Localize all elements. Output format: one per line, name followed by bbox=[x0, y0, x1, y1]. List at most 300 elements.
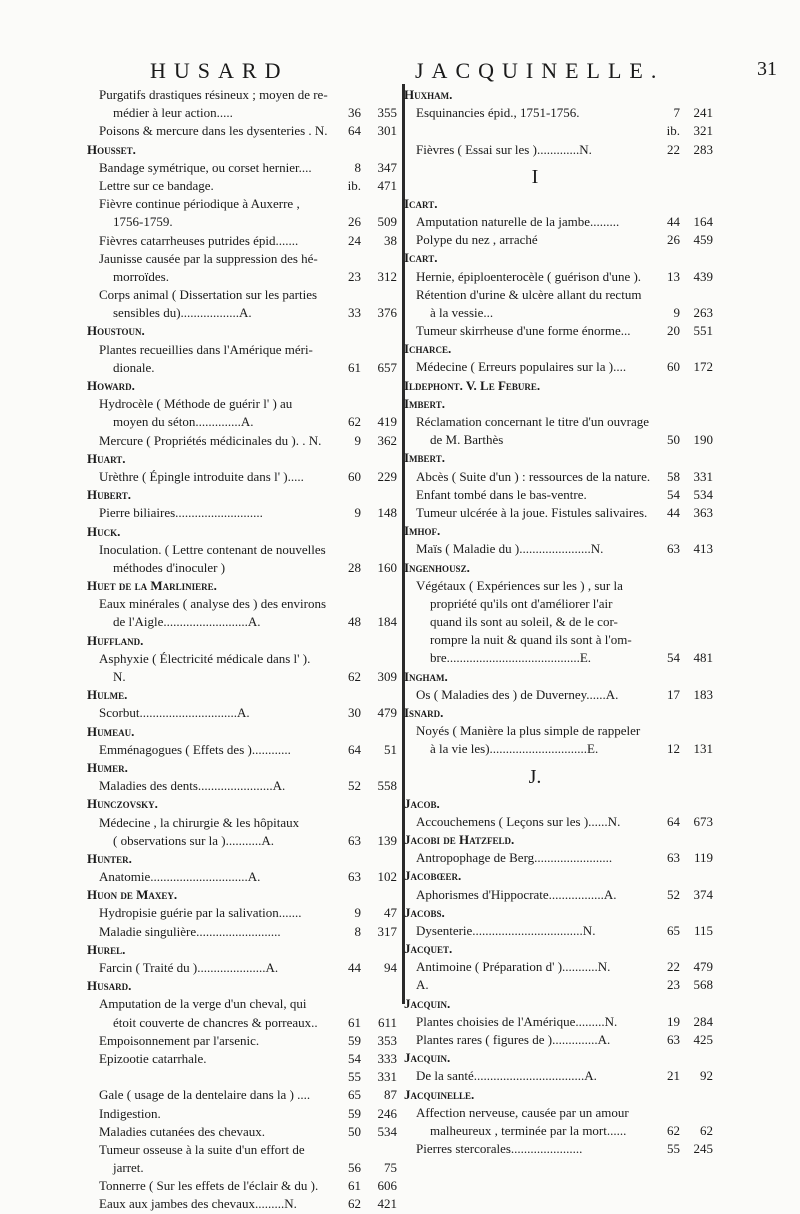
entry-text: Réclamation concernant le titre d'un ouvrage bbox=[416, 414, 649, 429]
entry-text: Housset. bbox=[87, 141, 136, 157]
index-heading bbox=[87, 486, 402, 504]
page-ref-number: 241 bbox=[693, 105, 713, 121]
entry-text: Huon de Maxey. bbox=[87, 887, 178, 903]
volume-number: 63 bbox=[667, 541, 680, 557]
page-ref-number: 190 bbox=[693, 432, 713, 448]
index-heading bbox=[87, 795, 402, 813]
index-entry bbox=[87, 395, 402, 413]
volume-number: 9 bbox=[354, 905, 361, 921]
index-entry bbox=[87, 122, 402, 140]
volume-number: 56 bbox=[348, 1160, 361, 1176]
index-entry bbox=[404, 595, 707, 613]
entry-text: Bandage symétrique, ou corset hernier.... bbox=[99, 159, 312, 175]
index-entry bbox=[87, 832, 402, 850]
entry-text: moyen du séton..............A. bbox=[113, 414, 254, 430]
index-entry bbox=[404, 540, 713, 558]
index-heading bbox=[87, 977, 402, 995]
index-heading bbox=[404, 195, 707, 213]
page-ref-number: 246 bbox=[377, 1105, 397, 1121]
page-ref-number: 558 bbox=[377, 778, 397, 794]
page-ref-number: 92 bbox=[700, 1068, 713, 1084]
entry-text: Isnard. bbox=[404, 705, 444, 720]
index-entry bbox=[87, 177, 402, 195]
page-ref-number: 75 bbox=[384, 1160, 397, 1176]
page-ref-number: 115 bbox=[693, 922, 713, 938]
index-heading bbox=[404, 559, 707, 577]
entry-text: Epizootie catarrhale. bbox=[99, 1050, 207, 1066]
entry-text: Humeau. bbox=[87, 723, 135, 739]
index-entry bbox=[87, 304, 402, 322]
index-entry bbox=[404, 958, 713, 976]
index-entry bbox=[404, 886, 713, 904]
index-heading bbox=[87, 759, 402, 777]
volume-number: ib. bbox=[666, 123, 680, 139]
page-ref-number: 439 bbox=[693, 268, 713, 284]
index-entry bbox=[404, 1104, 707, 1122]
volume-number: 9 bbox=[673, 304, 680, 320]
entry-text: Jacquin. bbox=[404, 995, 451, 1011]
page-ref-number: 301 bbox=[377, 123, 397, 139]
entry-text: Os ( Maladies des ) de Duverney......A. bbox=[416, 686, 619, 702]
page-ref-number: 481 bbox=[693, 650, 713, 666]
volume-number: 21 bbox=[667, 1068, 680, 1084]
entry-text: à la vessie... bbox=[430, 304, 494, 320]
page-ref-number: 47 bbox=[384, 905, 397, 921]
page-ref-number: 119 bbox=[693, 850, 713, 866]
volume-number: 63 bbox=[348, 832, 361, 848]
entry-text: Eaux minérales ( analyse des ) des environs bbox=[99, 596, 327, 612]
volume-number: 54 bbox=[667, 650, 680, 666]
entry-text: Amputation de la verge d'un cheval, qui bbox=[99, 996, 307, 1012]
entry-text: méthodes d'inoculer ) bbox=[113, 559, 226, 575]
entry-text: Enfant tombé dans le bas-ventre. bbox=[416, 486, 587, 502]
index-entry bbox=[87, 268, 402, 286]
entry-text: Hernie, épiploenterocèle ( guérison d'une ). bbox=[416, 268, 642, 284]
volume-number: 17 bbox=[667, 686, 680, 702]
entry-text: A. bbox=[416, 977, 429, 993]
index-entry bbox=[404, 122, 713, 140]
index-entry bbox=[87, 959, 402, 977]
volume-number: 24 bbox=[348, 232, 361, 248]
index-entry bbox=[87, 504, 402, 522]
page-ref-number: 534 bbox=[693, 486, 713, 502]
index-heading bbox=[404, 249, 707, 267]
entry-text: Poisons & mercure dans les dysenteries . N. bbox=[99, 123, 328, 139]
entry-text: de l'Aigle..........................A. bbox=[113, 614, 261, 630]
entry-text: De la santé..................................A. bbox=[416, 1068, 597, 1084]
page-ref-number: 479 bbox=[693, 959, 713, 975]
entry-text: Jacobœer. bbox=[404, 868, 462, 884]
entry-text: Howard. bbox=[87, 378, 135, 393]
entry-text: malheureux , terminée par la mort...... bbox=[430, 1122, 627, 1138]
entry-text: Imhof. bbox=[404, 523, 441, 539]
volume-number: 48 bbox=[348, 614, 361, 630]
entry-text: propriété qu'ils ont d'améliorer l'air bbox=[430, 595, 613, 611]
index-heading bbox=[404, 522, 707, 540]
entry-text: Aphorismes d'Hippocrate.................A. bbox=[416, 886, 617, 902]
index-entry bbox=[404, 1140, 713, 1158]
entry-text: Rétention d'urine & ulcère allant du rectum bbox=[416, 286, 642, 302]
page-ref-number: 312 bbox=[377, 268, 397, 284]
page-ref-number: 376 bbox=[377, 305, 397, 321]
index-entry bbox=[87, 432, 402, 450]
entry-text: Jacobs. bbox=[404, 904, 445, 920]
entry-text: Indigestion. bbox=[99, 1105, 161, 1121]
index-entry bbox=[404, 631, 707, 649]
page-ref-number: 160 bbox=[377, 559, 397, 575]
entry-text: Eaux aux jambes des chevaux.........N. bbox=[99, 1196, 297, 1212]
index-heading bbox=[404, 377, 707, 395]
entry-text: Antropophage de Berg........................ bbox=[416, 850, 613, 866]
entry-text: Huet de la Marliniere. bbox=[87, 578, 217, 594]
right-column bbox=[404, 86, 713, 1158]
entry-text: dionale. bbox=[113, 359, 155, 375]
volume-number: 52 bbox=[348, 778, 361, 794]
volume-number: 8 bbox=[354, 159, 361, 175]
index-entry bbox=[87, 541, 402, 559]
index-entry bbox=[404, 577, 707, 595]
index-heading bbox=[87, 686, 402, 704]
index-heading bbox=[404, 995, 707, 1013]
page-ref-number: 419 bbox=[377, 414, 397, 430]
entry-text: Huck. bbox=[87, 523, 121, 539]
page-ref-number: 568 bbox=[693, 977, 713, 993]
page-ref-number: 284 bbox=[693, 1013, 713, 1029]
entry-text: médier à leur action..... bbox=[113, 105, 233, 121]
index-heading bbox=[404, 867, 707, 885]
volume-number: 59 bbox=[348, 1105, 361, 1121]
index-heading bbox=[87, 723, 402, 741]
entry-text: ( observations sur la )...........A. bbox=[113, 832, 275, 848]
page-ref-number: 606 bbox=[377, 1178, 397, 1194]
index-heading bbox=[87, 450, 402, 468]
page-ref-number: 363 bbox=[693, 504, 713, 520]
entry-text: Hulme. bbox=[87, 687, 128, 703]
volume-number: 62 bbox=[667, 1122, 680, 1138]
volume-number: 28 bbox=[348, 559, 361, 575]
entry-text: Huart. bbox=[87, 450, 126, 466]
index-entry bbox=[404, 922, 713, 940]
index-entry bbox=[87, 1105, 402, 1123]
entry-text: Inoculation. ( Lettre contenant de nouvelles bbox=[99, 541, 326, 557]
entry-text: de M. Barthès bbox=[430, 432, 504, 448]
entry-text: Lettre sur ce bandage. bbox=[99, 177, 214, 193]
entry-text: Asphyxie ( Électricité médicale dans l' ). bbox=[99, 650, 311, 666]
index-entry bbox=[404, 1122, 713, 1140]
index-heading bbox=[404, 668, 707, 686]
page-ref-number: 317 bbox=[377, 923, 397, 939]
page-ref-number: 139 bbox=[377, 832, 397, 848]
entry-text: Médecine ( Erreurs populaires sur la ).... bbox=[416, 359, 627, 375]
entry-text: Médecine , la chirurgie & les hôpitaux bbox=[99, 814, 300, 830]
entry-text: Fièvre continue périodique à Auxerre , bbox=[99, 196, 300, 212]
volume-number: 26 bbox=[348, 214, 361, 230]
index-heading bbox=[404, 1049, 707, 1067]
volume-number: 22 bbox=[667, 959, 680, 975]
index-heading bbox=[404, 1086, 707, 1104]
volume-number: 8 bbox=[354, 923, 361, 939]
volume-number: 13 bbox=[667, 268, 680, 284]
index-entry bbox=[87, 995, 402, 1013]
page-ref-number: 172 bbox=[693, 359, 713, 375]
index-heading bbox=[87, 322, 402, 340]
entry-text: Corps animal ( Dissertation sur les parties bbox=[99, 287, 318, 303]
volume-number: 61 bbox=[348, 1178, 361, 1194]
volume-number: 65 bbox=[348, 1087, 361, 1103]
entry-text: Tumeur osseuse à la suite d'un effort de bbox=[99, 1141, 305, 1157]
entry-text: morroïdes. bbox=[113, 268, 169, 284]
volume-number: 59 bbox=[348, 1032, 361, 1048]
index-entry bbox=[87, 213, 402, 231]
volume-number: 63 bbox=[348, 869, 361, 885]
volume-number: 62 bbox=[348, 414, 361, 430]
index-entry bbox=[87, 1086, 402, 1104]
index-entry bbox=[404, 304, 713, 322]
index-heading bbox=[87, 523, 402, 541]
index-entry bbox=[87, 613, 402, 631]
entry-text: bre.........................................E. bbox=[430, 650, 592, 666]
section-letter bbox=[404, 759, 707, 795]
index-entry bbox=[87, 1014, 402, 1032]
index-entry bbox=[87, 1068, 402, 1086]
entry-text: Urèthre ( Épingle introduite dans l' )..... bbox=[99, 468, 304, 484]
entry-text: Scorbut..............................A. bbox=[99, 705, 250, 721]
index-entry bbox=[404, 104, 713, 122]
entry-text: jarret. bbox=[113, 1160, 144, 1176]
index-heading bbox=[404, 904, 707, 922]
index-entry bbox=[404, 486, 713, 504]
entry-text: 1756-1759. bbox=[113, 214, 173, 230]
entry-text: Plantes rares ( figures de )..............A. bbox=[416, 1032, 611, 1047]
entry-text: sensibles du)..................A. bbox=[113, 305, 252, 321]
index-entry bbox=[404, 976, 713, 994]
entry-text: Hunter. bbox=[87, 850, 132, 866]
index-entry bbox=[404, 413, 707, 431]
entry-text: Ingenhousz. bbox=[404, 559, 470, 575]
index-heading bbox=[87, 632, 402, 650]
index-entry bbox=[404, 722, 707, 740]
index-entry bbox=[87, 904, 402, 922]
entry-text: Fièvres catarrheuses putrides épid....... bbox=[99, 232, 299, 248]
entry-text: Maladies des dents.......................A. bbox=[99, 778, 286, 794]
volume-number: 12 bbox=[667, 741, 680, 757]
entry-text: J. bbox=[528, 765, 542, 788]
page-ref-number: 355 bbox=[377, 105, 397, 121]
page-ref-number: 534 bbox=[377, 1123, 397, 1139]
index-entry bbox=[404, 358, 713, 376]
page-ref-number: 184 bbox=[377, 614, 397, 630]
index-entry bbox=[87, 595, 402, 613]
volume-number: 23 bbox=[667, 977, 680, 993]
page-ref-number: 611 bbox=[377, 1014, 397, 1030]
index-entry bbox=[404, 1067, 713, 1085]
page-ref-number: 459 bbox=[693, 232, 713, 248]
entry-text: Dysenterie..................................N. bbox=[416, 922, 596, 938]
volume-number: 63 bbox=[667, 850, 680, 866]
index-entry bbox=[87, 413, 402, 431]
index-entry bbox=[404, 286, 707, 304]
page-ref-number: 263 bbox=[693, 304, 713, 320]
volume-number: 64 bbox=[667, 813, 680, 829]
entry-text: Maladie singulière.......................... bbox=[99, 923, 281, 939]
entry-text: quand ils sont au soleil, & de le cor- bbox=[430, 614, 618, 630]
index-entry bbox=[404, 504, 713, 522]
page-ref-number: 479 bbox=[377, 705, 397, 721]
page-ref-number: 283 bbox=[693, 141, 713, 157]
index-heading bbox=[87, 577, 402, 595]
volume-number: 22 bbox=[667, 141, 680, 157]
page-ref-number: 309 bbox=[377, 669, 397, 684]
index-entry bbox=[87, 341, 402, 359]
index-entry bbox=[87, 86, 402, 104]
volume-number: 61 bbox=[348, 1014, 361, 1030]
index-heading bbox=[87, 141, 402, 159]
index-entry bbox=[87, 195, 402, 213]
entry-text: Jacquinelle. bbox=[404, 1086, 475, 1102]
entry-text: Maïs ( Maladie du )......................N. bbox=[416, 541, 604, 557]
entry-text: Affection nerveuse, causée par un amour bbox=[416, 1104, 629, 1120]
index-entry bbox=[87, 468, 402, 486]
page-ref-number: 509 bbox=[377, 214, 397, 230]
page-ref-number: 425 bbox=[693, 1032, 713, 1047]
entry-text: Icart. bbox=[404, 250, 438, 266]
entry-text: rompre la nuit & quand ils sont à l'om- bbox=[430, 632, 632, 648]
entry-text: Purgatifs drastiques résineux ; moyen de re- bbox=[99, 87, 328, 102]
page-ref-number: 229 bbox=[377, 468, 397, 484]
volume-number: 7 bbox=[673, 105, 680, 121]
page-ref-number: 333 bbox=[377, 1050, 397, 1066]
entry-text: Huxham. bbox=[404, 87, 453, 102]
index-entry bbox=[87, 232, 402, 250]
entry-text: Jaunisse causée par la suppression des hé- bbox=[99, 250, 318, 266]
page-ref-number: 131 bbox=[693, 741, 713, 757]
index-heading bbox=[404, 395, 707, 413]
entry-text: Pierres stercorales...................... bbox=[416, 1141, 583, 1157]
running-head-left: HUSARD bbox=[150, 58, 289, 83]
index-entry bbox=[404, 231, 713, 249]
index-entry bbox=[404, 649, 713, 667]
index-entry bbox=[87, 814, 402, 832]
entry-text: Humer. bbox=[87, 759, 128, 775]
index-entry bbox=[404, 468, 713, 486]
index-heading bbox=[404, 449, 707, 467]
volume-number: 50 bbox=[348, 1123, 361, 1139]
volume-number: 61 bbox=[348, 359, 361, 375]
index-entry bbox=[87, 1177, 402, 1195]
index-entry bbox=[87, 868, 402, 886]
entry-text: Tonnerre ( Sur les effets de l'éclair & du ). bbox=[99, 1178, 319, 1194]
volume-number: 50 bbox=[667, 432, 680, 448]
index-entry bbox=[404, 322, 713, 340]
volume-number: 55 bbox=[348, 1069, 361, 1085]
entry-text: N. bbox=[113, 669, 126, 684]
entry-text: Accouchemens ( Leçons sur les )......N. bbox=[416, 813, 621, 829]
entry-text: Jacquin. bbox=[404, 1050, 451, 1066]
volume-number: 30 bbox=[348, 705, 361, 721]
page-ref-number: 657 bbox=[377, 359, 397, 375]
page-ref-number: 374 bbox=[693, 886, 713, 902]
left-column bbox=[87, 86, 402, 1214]
page-ref-number: 347 bbox=[377, 159, 397, 175]
volume-number: 62 bbox=[348, 669, 361, 684]
index-entry bbox=[87, 359, 402, 377]
entry-text: Hurel. bbox=[87, 941, 126, 957]
volume-number: 44 bbox=[667, 213, 680, 229]
volume-number: 64 bbox=[348, 741, 361, 757]
index-entry bbox=[404, 686, 713, 704]
index-heading bbox=[404, 86, 707, 104]
page-ref-number: 413 bbox=[693, 541, 713, 557]
entry-text: Husard. bbox=[87, 978, 132, 994]
page-ref-number: 62 bbox=[700, 1122, 713, 1138]
index-entry bbox=[87, 1123, 402, 1141]
entry-text: Icart. bbox=[404, 195, 438, 211]
index-entry bbox=[404, 268, 713, 286]
index-entry bbox=[404, 1013, 713, 1031]
page-ref-number: 183 bbox=[693, 686, 713, 702]
page-ref-number: 471 bbox=[377, 177, 397, 193]
entry-text: Anatomie..............................A. bbox=[99, 869, 261, 885]
index-entry bbox=[87, 1141, 402, 1159]
section-letter bbox=[404, 159, 707, 195]
volume-number: 9 bbox=[354, 432, 361, 448]
page-ref-number: 331 bbox=[693, 468, 713, 484]
volume-number: 58 bbox=[667, 468, 680, 484]
index-entry bbox=[404, 740, 713, 758]
volume-number: 36 bbox=[348, 105, 361, 121]
index-entry bbox=[404, 141, 713, 159]
index-entry bbox=[87, 741, 402, 759]
index-heading bbox=[404, 940, 707, 958]
entry-text: Empoisonnement par l'arsenic. bbox=[99, 1032, 260, 1048]
index-heading bbox=[404, 340, 707, 358]
volume-number: 62 bbox=[348, 1196, 361, 1212]
volume-number: 23 bbox=[348, 268, 361, 284]
entry-text: Icharce. bbox=[404, 341, 452, 357]
entry-text: Maladies cutanées des chevaux. bbox=[99, 1123, 266, 1139]
volume-number: 64 bbox=[348, 123, 361, 139]
entry-text: Hubert. bbox=[87, 487, 132, 503]
volume-number: 60 bbox=[667, 359, 680, 375]
index-entry bbox=[404, 613, 707, 631]
index-entry bbox=[87, 668, 402, 686]
entry-text: Ildephont. V. Le Febure. bbox=[404, 377, 541, 393]
volume-number: 9 bbox=[354, 505, 361, 521]
entry-text: Houstoun. bbox=[87, 323, 145, 339]
entry-text: Plantes recueillies dans l'Amérique méri- bbox=[99, 341, 313, 357]
page-ref-number: 245 bbox=[693, 1141, 713, 1157]
volume-number: 54 bbox=[667, 486, 680, 502]
index-heading bbox=[87, 850, 402, 868]
volume-number: 65 bbox=[667, 922, 680, 938]
volume-number: 60 bbox=[348, 468, 361, 484]
entry-text: Abcès ( Suite d'un ) : ressources de la nature. bbox=[416, 468, 651, 484]
page-ref-number: 353 bbox=[377, 1032, 397, 1048]
entry-text: Noyés ( Manière la plus simple de rappeler bbox=[416, 723, 641, 739]
entry-text: Pierre biliaires........................... bbox=[99, 505, 263, 521]
index-heading bbox=[404, 704, 707, 722]
index-entry bbox=[87, 650, 402, 668]
page-ref-number: 331 bbox=[377, 1069, 397, 1085]
entry-text: Polype du nez , arraché bbox=[416, 232, 538, 248]
page-ref-number: 164 bbox=[693, 213, 713, 229]
page-ref-number: 148 bbox=[377, 505, 397, 521]
index-entry bbox=[87, 1032, 402, 1050]
index-entry bbox=[404, 1031, 713, 1049]
index-entry bbox=[87, 1159, 402, 1177]
page-number: 31 bbox=[757, 58, 777, 80]
entry-text: Imbert. bbox=[404, 450, 445, 466]
